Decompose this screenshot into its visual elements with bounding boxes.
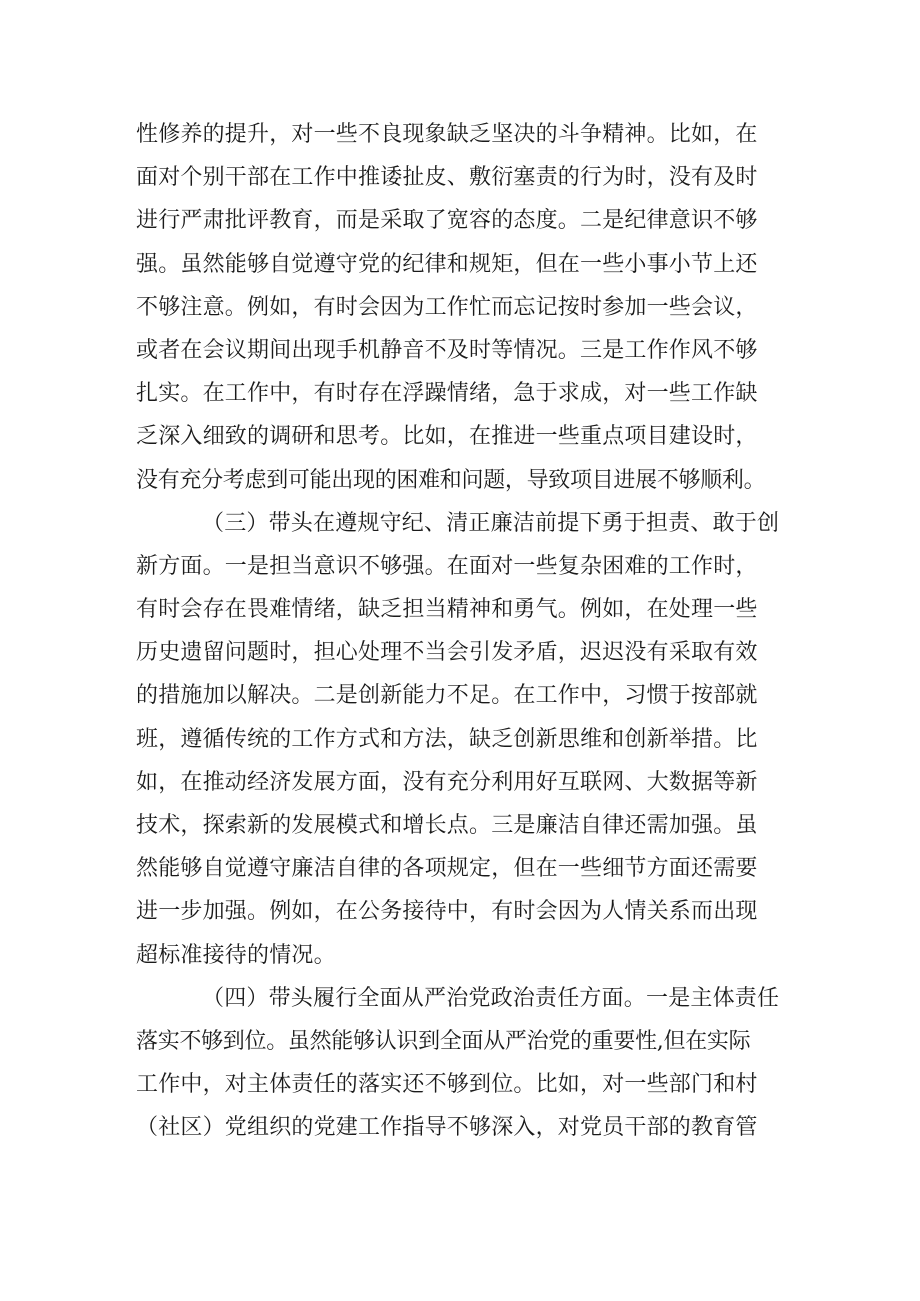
section-heading-3: （三）带头在遵规守纪、清正廉洁前提下勇于担责、敢于创 (202, 510, 780, 536)
text-line: 不够注意。例如，有时会因为工作忙而忘记按时参加一些会议， (136, 294, 758, 320)
text-line: 乏深入细致的调研和思考。比如，在推进一些重点项目建设时， (136, 424, 758, 450)
text-line: 强。虽然能够自觉遵守党的纪律和规矩，但在一些小事小节上还 (136, 251, 758, 277)
text-line: 面对个别干部在工作中推诿扯皮、敷衍塞责的行为时，没有及时 (136, 165, 758, 191)
text-line: 历史遗留问题时，担心处理不当会引发矛盾，迟迟没有采取有效 (136, 640, 758, 666)
text-line: 进一步加强。例如，在公务接待中，有时会因为人情关系而出现 (136, 899, 758, 925)
text-line: 工作中，对主体责任的落实还不够到位。比如，对一些部门和村 (136, 1072, 758, 1098)
text-line: 技术，探索新的发展模式和增长点。三是廉洁自律还需加强。虽 (136, 813, 758, 838)
text-line: 落实不够到位。虽然能够认识到全面从严治党的重要性,但在实际 (136, 1028, 751, 1054)
text-line: 新方面。一是担当意识不够强。在面对一些复杂困难的工作时， (136, 553, 758, 579)
text-line: （社区）党组织的党建工作指导不够深入，对党员干部的教育管 (136, 1115, 758, 1141)
text-line: 然能够自觉遵守廉洁自律的各项规定，但在一些细节方面还需要 (136, 856, 758, 882)
text-line: 性修养的提升，对一些不良现象缺乏坚决的斗争精神。比如，在 (136, 122, 758, 147)
text-line: 进行严肃批评教育，而是采取了宽容的态度。二是纪律意识不够 (136, 208, 758, 234)
document-body (136, 113, 796, 1150)
text-line: 或者在会议期间出现手机静音不及时等情况。三是工作作风不够 (136, 337, 758, 363)
text-line: 扎实。在工作中，有时存在浮躁情绪，急于求成，对一些工作缺 (136, 381, 758, 407)
text-line: 班，遵循传统的工作方式和方法，缺乏创新思维和创新举措。比 (136, 726, 758, 752)
text-line: 超标准接待的情况。 (136, 942, 336, 968)
section-heading-4: （四）带头履行全面从严治党政治责任方面。一是主体责任 (202, 985, 780, 1011)
text-line: 有时会存在畏难情绪，缺乏担当精神和勇气。例如，在处理一些 (136, 597, 758, 623)
text-line: 如，在推动经济发展方面，没有充分利用好互联网、大数据等新 (136, 769, 758, 795)
text-line: 没有充分考虑到可能出现的困难和问题，导致项目进展不够顺利。 (136, 467, 766, 493)
text-line: 的措施加以解决。二是创新能力不足。在工作中，习惯于按部就 (136, 683, 758, 709)
